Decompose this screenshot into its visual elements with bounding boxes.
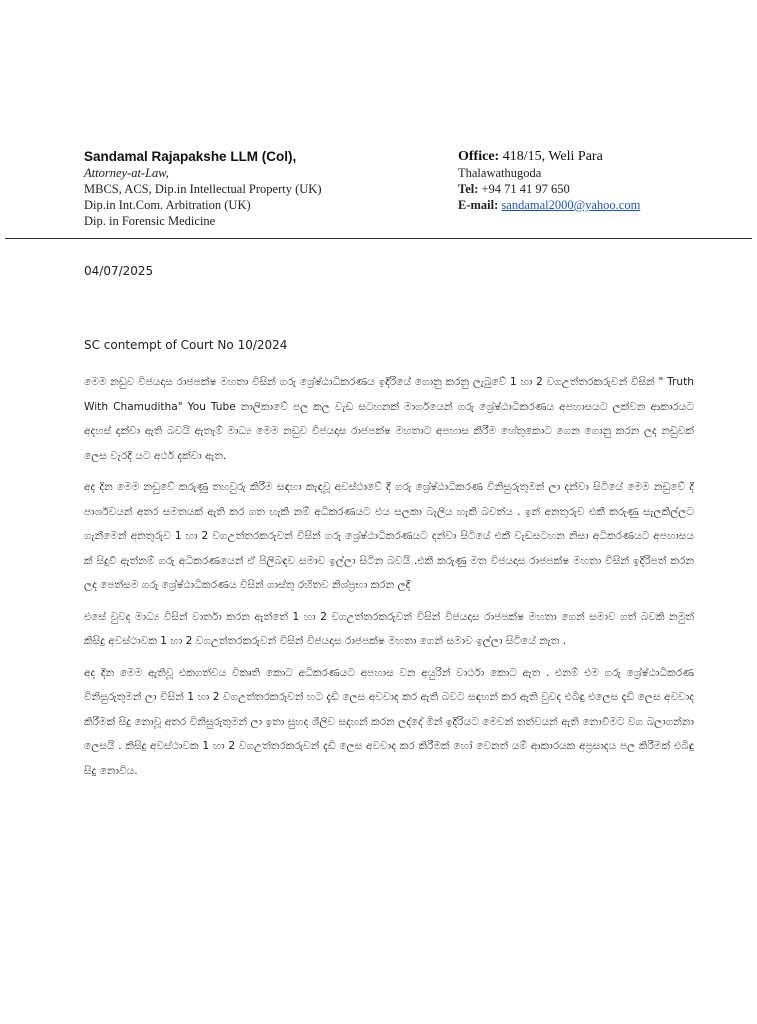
tel-value: +94 71 41 97 650 [481, 182, 570, 196]
letter-body [84, 370, 694, 790]
qualification-line: MBCS, ACS, Dip.in Intellectual Property (UK) [84, 182, 322, 196]
body-paragraph: අද දින මෙම නඩුවේ කරුණු තහවුරු කිරීම සඳහා කැඳවූ අවස්ථාවේ දී ගරු ශ්‍රේෂ්ඨාධිකරණ විනිසුරුතුමන් ලා දන්වා සිටියේ මෙම නඩුවේ දී පාර්ශවයන් අතර සමතයක් ඇති කර ගත හැකි නම් අධිකරණයට එය සලකා බැලිය හැකි බවත්ය . ඉන් අනතුරුව එකී කරුණු සැලකිල්ලට ගැනීමෙන් අනතුරුව 1 හා 2 වගඋත්තරකරුවන් විසින් ගරු ශ්‍රේෂ්ඨාධිකරණයට දන්වා සිටියේ එකී වැඩසටහන නිසා අධිකරණයට අපහාසය ක් සිදුවී ඇත්නම් ගරු අධිකරණයෙන් ඒ පිලිබඳව සමාව ඉල්ලා සිටින බවයි .එකී කරුණු මත විජයදාස රාජපක්ෂ මහතා විසින් ඉදිරිපත් කරන ලද පෙත්සම ගරු ශ්‍රේෂ්ඨාධිකරණය විසින් ගාස්තු රහිතව නිශ්ප්‍රභා කරන ලදී [84, 481, 694, 591]
qualification-line: Dip.in Int.Com. Arbitration (UK) [84, 198, 251, 212]
author-name: Sandamal Rajapakshe LLM (Col), [84, 149, 297, 164]
letter-subject: SC contempt of Court No 10/2024 [84, 338, 288, 352]
tel-label: Tel: [458, 182, 479, 196]
author-title: Attorney-at-Law, [84, 166, 169, 180]
letter-date: 04/07/2025 [84, 264, 154, 278]
body-paragraph: මෙම නඩුව විජයදාස රාජපක්ෂ මහතා විසින් ගරු ශ්‍රේෂ්ඨාධිකරණය ඉදිරියේ ගොනු කරනු ලැබුවේ 1 හා 2 වගඋත්තරකරුවන් විසින් " Truth With Chamuditha" You Tube නාලිකාවේ පල කල වැඩ සටහනක් මාර්ගයෙන් ගරු ශ්‍රේෂ්ඨාධිකරණය අපහාසයට ලක්වන ආකාරයට අදහස් දක්වා ඇති බවයි ඇතැම් මාධ්‍ය මෙම නඩුව විජයදාස රාජපක්ෂ මහතාට අපහාස කිරීම හේතුකොට ගෙන ගොනු කරන ලද නඩුවක් ලෙස වැරදි යට අර්ථ දක්වා ඇත. [84, 376, 694, 462]
letterhead-divider [5, 238, 752, 239]
office-address-value: 418/15, Weli Para [502, 149, 603, 164]
office-town: Thalawathugoda [458, 166, 542, 180]
email-label: E-mail: [458, 198, 499, 212]
qualification-line: Dip. in Forensic Medicine [84, 214, 216, 228]
email [458, 197, 748, 213]
email-link[interactable]: sandamal2000@yahoo.com [501, 198, 641, 212]
office-address [458, 148, 748, 165]
letterhead-author-block [84, 148, 414, 229]
letterhead-contact-block [458, 148, 748, 213]
office-label: Office: [458, 149, 500, 164]
letterhead [0, 148, 757, 240]
body-paragraph: අද දින මෙම ඇතිවූ එකගත්වය විකෘති කොට අධිකරණයට අපහාස වන අයුරින් වාර්ථා කොට ඇත . එනම් එම ගරු ශ්‍රේෂ්ඨාධිකරණ විනිසුරුතුමන් ලා විසින් 1 හා 2 වගඋත්තරකරුවන් හට දැඩි ලෙස අවවාද කර ඇති බවට සඳහන් කර ඇති වුවද එබිඳු එලෙස දැඩි ලෙස අවවාද කිරීමක් සිදු නොවූ අතර විනිසුරුතුමන් ලා ඉතා සුහද ශීලිව සදහන් කරන ලද්දේ මින් ඉදිරියට මෙවන් තත්වයන් ඇති නොවීමට වග බලාගන්නා ලෙසයි . කිසිදු අවස්ථාවක 1 හා 2 වගඋත්තරකරුවන් දැඩි ලෙස අවවාද කර කිරීමක් හෝ වෙනත් යම් ආකාරයක අප්‍රසාදය පල කිරීමක් එබිඳු සිදු නොවිය. [84, 666, 694, 777]
body-paragraph: එසේ වුවද මාධ්‍ය විසින් වාර්තා කරන ඇත්තේ 1 හා 2 වගඋත්තරකරුවන් විසින් විජයදාස රාජපක්ෂ මහතා ගෙන් සමාව ගත් බවකි නමුත් කිසිදු අවස්ථාවක 1 හා 2 වගඋත්තරකරුවන් විසින් විජයදාස රාජපක්ෂ මහතා ගෙන් සමාව ඉල්ලා සිටියේ නැත . [84, 610, 694, 647]
telephone [458, 181, 748, 197]
